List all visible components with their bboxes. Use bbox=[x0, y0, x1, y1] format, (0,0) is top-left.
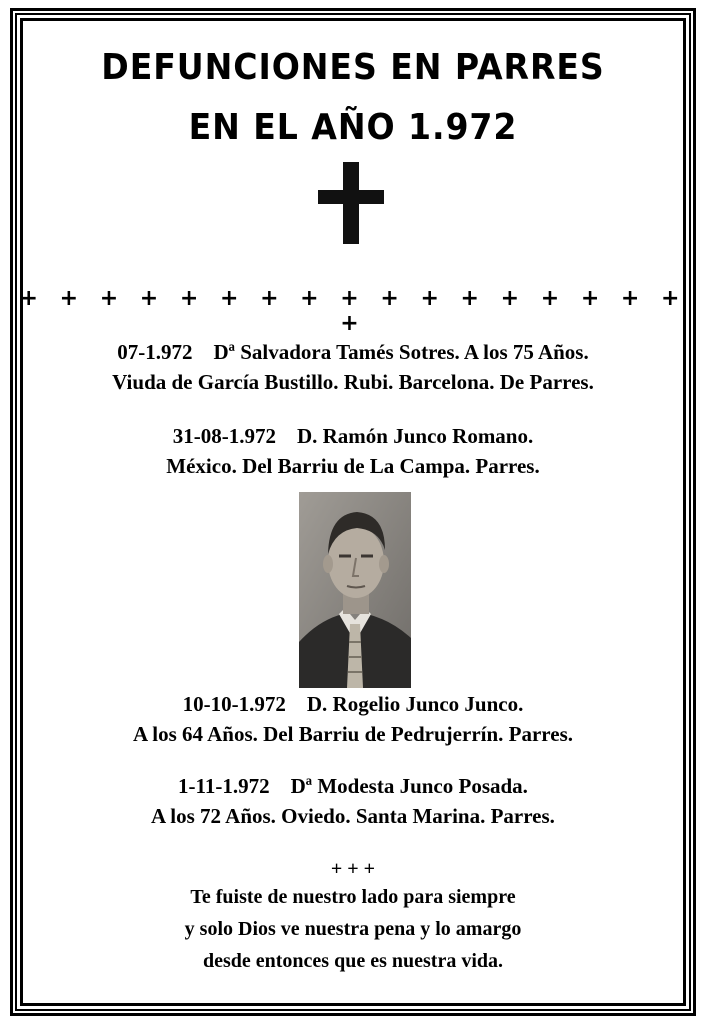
entry-3-line-1: 10-10-1.972 D. Rogelio Junco Junco. bbox=[182, 692, 524, 716]
cross-icon bbox=[318, 162, 394, 244]
footer-marks: + + + bbox=[330, 858, 376, 880]
footer-verse-line-2: y solo Dios ve nuestra pena y lo amargo bbox=[184, 918, 522, 940]
portrait-photo bbox=[299, 492, 411, 688]
entry-1-line-1: 07-1.972 Dª Salvadora Tamés Sotres. A los 75 Años. bbox=[117, 340, 589, 364]
entry-2-line-2: México. Del Barriu de La Campa. Parres. bbox=[166, 454, 540, 478]
entry-4-line-1: 1-11-1.972 Dª Modesta Junco Posada. bbox=[178, 774, 528, 798]
footer-verse-line-3: desde entonces que es nuestra vida. bbox=[202, 950, 503, 972]
footer-verse-line-1: Te fuiste de nuestro lado para siempre bbox=[190, 886, 516, 908]
entry-1-line-2: Viuda de García Bustillo. Rubi. Barcelona. De Parres. bbox=[112, 370, 594, 394]
page-title-line-1: DEFUNCIONES EN PARRES bbox=[101, 47, 605, 88]
entry-3-line-2: A los 64 Años. Del Barriu de Pedrujerrín. Parres. bbox=[133, 722, 573, 746]
entry-4-line-2: A los 72 Años. Oviedo. Santa Marina. Parres. bbox=[151, 804, 555, 828]
page-title-line-2: EN EL AÑO 1.972 bbox=[188, 107, 518, 148]
entry-2-line-1: 31-08-1.972 D. Ramón Junco Romano. bbox=[172, 424, 534, 448]
plus-separator: + + + + + + + + + + + + + + + + + + bbox=[19, 286, 687, 336]
